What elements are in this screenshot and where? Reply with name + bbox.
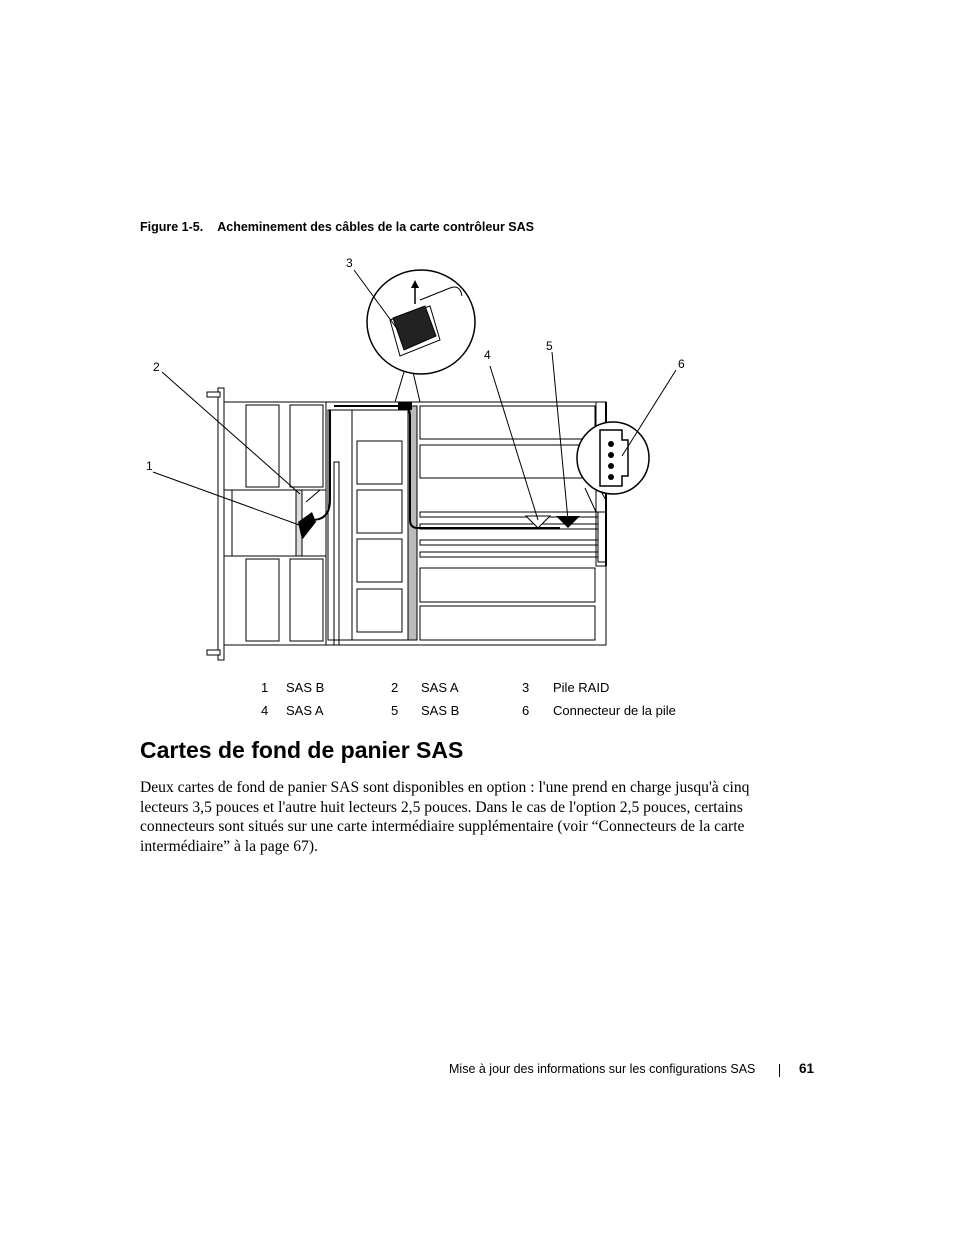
callout-2: 2	[153, 360, 160, 374]
footer-title: Mise à jour des informations sur les configurations SAS	[449, 1062, 756, 1076]
figure-title: Acheminement des câbles de la carte contrôleur SAS	[217, 220, 534, 234]
legend-label: SAS A	[286, 703, 324, 718]
legend-label: Connecteur de la pile	[553, 703, 676, 718]
callout-5: 5	[546, 339, 553, 353]
figure-number: Figure 1-5.	[140, 220, 204, 234]
legend-number: 4	[261, 703, 269, 718]
legend-label: SAS B	[286, 680, 325, 695]
legend-number: 1	[261, 680, 269, 695]
legend-number: 6	[522, 703, 530, 718]
callout-3: 3	[346, 256, 353, 270]
callout-4: 4	[484, 348, 491, 362]
legend-number: 2	[391, 680, 399, 695]
footer-divider	[779, 1064, 780, 1077]
callout-1: 1	[146, 459, 153, 473]
section-title: Cartes de fond de panier SAS	[140, 737, 464, 763]
body-paragraph: Deux cartes de fond de panier SAS sont disponibles en option : l'une prend en charge jusqu'à cinq lecteurs 3,5 pouces et l'autre huit lecteurs 2,5 pouces. Dans le cas de l'option 2,5 pouces, certains connecteurs sont situés sur une carte intermédiaire supplémentaire (voir “Connecteurs de la carte intermédiaire” à la page 67).	[140, 779, 750, 855]
page-number: 61	[799, 1061, 815, 1076]
legend-label: SAS A	[421, 680, 459, 695]
callout-6: 6	[678, 357, 685, 371]
legend-label: Pile RAID	[553, 680, 610, 695]
legend-row	[250, 680, 710, 703]
legend-label: SAS B	[421, 703, 460, 718]
legend-number: 3	[522, 680, 530, 695]
legend-number: 5	[391, 703, 399, 718]
figure-legend	[250, 680, 710, 726]
legend-row	[250, 703, 710, 726]
